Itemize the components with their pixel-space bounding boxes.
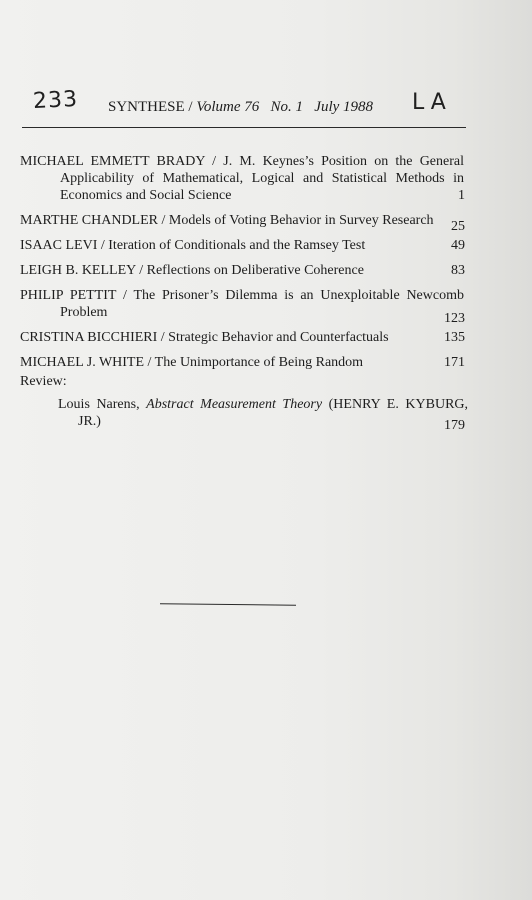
journal-number: No. 1 bbox=[270, 99, 304, 115]
toc-entry bbox=[20, 212, 465, 234]
review-entry-text bbox=[58, 396, 468, 430]
toc-entry-text: ISAAC LEVI / Iteration of Conditionals and the Ramsey Test bbox=[20, 238, 366, 253]
toc-entry-text: LEIGH B. KELLEY / Reflections on Deliberative Coherence bbox=[20, 263, 364, 278]
toc-entry-text: MICHAEL J. WHITE / The Unimportance of Being Random bbox=[20, 355, 364, 370]
toc-entry-page: 83 bbox=[451, 263, 465, 278]
toc-entry-page: 171 bbox=[444, 355, 465, 370]
toc-entry bbox=[20, 354, 465, 371]
toc-entry-text: MICHAEL EMMETT BRADY / J. M. Keynes’s Position on the General Applicability of Mathematical, Logical and Statistical Methods in Economics and Social Science bbox=[20, 154, 464, 203]
toc-entry-text: MARTHE CHANDLER / Models of Voting Behavior in Survey Research bbox=[20, 213, 434, 228]
review-page: 179 bbox=[444, 418, 465, 433]
toc-entry-page: 135 bbox=[444, 330, 465, 345]
toc-entry bbox=[20, 287, 465, 326]
toc-entry-text: PHILIP PETTIT / The Prisoner’s Dilemma is an Unexploitable Newcomb Problem bbox=[20, 288, 464, 320]
toc-entry-text: CRISTINA BICCHIERI / Strategic Behavior and Counterfactuals bbox=[20, 330, 389, 345]
review-author: Louis Narens, bbox=[58, 397, 140, 412]
toc-entry-page: 25 bbox=[451, 219, 465, 234]
toc-entry bbox=[20, 237, 465, 254]
review-section bbox=[20, 373, 469, 433]
journal-volume: Volume 76 bbox=[196, 99, 260, 115]
header-rule bbox=[22, 127, 466, 128]
toc-entry bbox=[20, 329, 465, 346]
review-reviewer: (HENRY E. KYBURG, JR.) bbox=[78, 397, 469, 429]
end-rule bbox=[160, 603, 296, 605]
toc-entry-page: 49 bbox=[451, 238, 465, 253]
journal-date: July 1988 bbox=[314, 99, 374, 115]
review-label: Review: bbox=[20, 374, 67, 389]
toc-entry-page: 1 bbox=[458, 188, 465, 203]
journal-header bbox=[108, 99, 373, 116]
toc-entry bbox=[20, 262, 465, 279]
review-book-title: Abstract Measurement Theory bbox=[146, 397, 323, 412]
handwritten-initials: LA bbox=[412, 90, 452, 115]
handwritten-number: 233 bbox=[32, 86, 79, 115]
journal-name: SYNTHESE / bbox=[108, 99, 193, 115]
toc-entry-page: 123 bbox=[444, 311, 465, 326]
toc-entry bbox=[20, 153, 465, 204]
table-of-contents bbox=[20, 153, 469, 438]
